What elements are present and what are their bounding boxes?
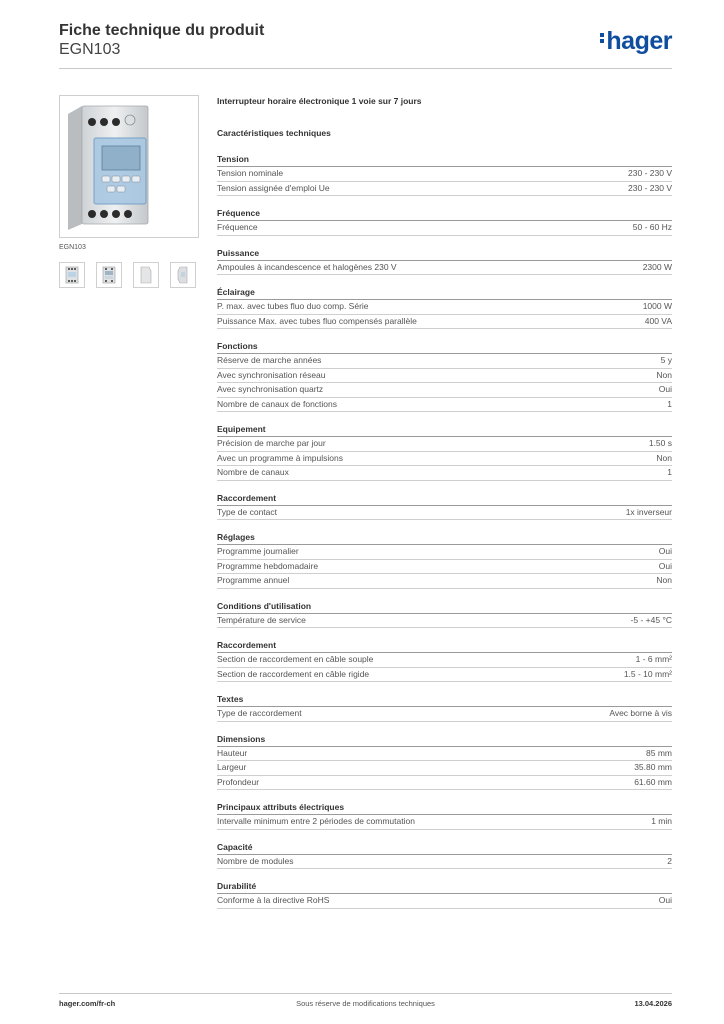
spec-row bbox=[217, 182, 672, 197]
spec-row bbox=[217, 653, 672, 668]
spec-label: Nombre de canaux bbox=[217, 467, 289, 477]
spec-label: Précision de marche par jour bbox=[217, 438, 326, 448]
spec-section bbox=[217, 207, 672, 236]
spec-value: Oui bbox=[658, 560, 672, 571]
section-title: Durabilité bbox=[217, 880, 672, 894]
spec-value: 2300 W bbox=[642, 261, 672, 272]
spec-label: P. max. avec tubes fluo duo comp. Série bbox=[217, 301, 369, 311]
spec-label: Température de service bbox=[217, 614, 306, 625]
spec-sections bbox=[217, 153, 672, 909]
section-title: Tension bbox=[217, 153, 672, 167]
section-title: Capacité bbox=[217, 841, 672, 855]
spec-value: 400 VA bbox=[644, 315, 672, 326]
page-header bbox=[59, 22, 264, 59]
spec-row bbox=[217, 855, 672, 870]
spec-label: Nombre de modules bbox=[217, 855, 294, 866]
spec-label: Type de contact bbox=[217, 506, 278, 517]
spec-row bbox=[217, 466, 672, 481]
spec-value: 50 - 60 Hz bbox=[632, 222, 672, 232]
section-title: Fonctions bbox=[217, 340, 672, 354]
spec-label: Tension nominale bbox=[217, 168, 284, 178]
spec-row bbox=[217, 300, 672, 315]
section-title: Raccordement bbox=[217, 639, 672, 653]
time-switch-device-icon bbox=[60, 96, 198, 237]
spec-row bbox=[217, 369, 672, 384]
thumb-front-icon[interactable] bbox=[59, 262, 85, 288]
spec-section bbox=[217, 286, 672, 329]
spec-label: Conforme à la directive RoHS bbox=[217, 895, 330, 905]
section-title: Textes bbox=[217, 693, 672, 707]
spec-value: 61.60 mm bbox=[634, 776, 672, 787]
spec-label: Profondeur bbox=[217, 776, 260, 787]
product-image-caption: EGN103 bbox=[59, 244, 86, 251]
spec-label: Section de raccordement en câble souple bbox=[217, 654, 374, 664]
section-title: Puissance bbox=[217, 247, 672, 261]
footer-website-link[interactable]: hager.com/fr-ch bbox=[59, 999, 116, 1008]
spec-section bbox=[217, 801, 672, 830]
spec-row bbox=[217, 221, 672, 236]
spec-value: 35.80 mm bbox=[634, 762, 672, 772]
spec-value: 85 mm bbox=[646, 747, 672, 758]
spec-row bbox=[217, 574, 672, 589]
spec-value: 1 bbox=[667, 398, 672, 409]
spec-value: 1.5 - 10 mm² bbox=[623, 668, 672, 679]
section-title: Dimensions bbox=[217, 733, 672, 747]
spec-row bbox=[217, 894, 672, 909]
spec-label: Puissance Max. avec tubes fluo compensés parallèle bbox=[217, 315, 417, 326]
spec-section bbox=[217, 733, 672, 791]
spec-row bbox=[217, 452, 672, 467]
logo-dots-icon bbox=[600, 31, 605, 45]
section-title: Conditions d'utilisation bbox=[217, 600, 672, 614]
footer-date: 13.04.2026 bbox=[634, 999, 672, 1008]
thumb-side-icon[interactable] bbox=[133, 262, 159, 288]
spec-section bbox=[217, 153, 672, 196]
spec-label: Programme annuel bbox=[217, 575, 290, 585]
footer-divider bbox=[59, 993, 672, 994]
spec-row bbox=[217, 747, 672, 762]
spec-label: Avec un programme à impulsions bbox=[217, 452, 343, 463]
spec-value: 1 - 6 mm² bbox=[635, 654, 672, 664]
spec-row bbox=[217, 707, 672, 722]
spec-section bbox=[217, 880, 672, 909]
product-description: Interrupteur horaire électronique 1 voie sur 7 jours bbox=[217, 96, 422, 106]
spec-row bbox=[217, 437, 672, 452]
header-divider bbox=[59, 68, 672, 69]
footer-notice: Sous réserve de modifications techniques bbox=[296, 999, 435, 1008]
spec-label: Fréquence bbox=[217, 222, 258, 232]
section-title: Principaux attributs électriques bbox=[217, 801, 672, 815]
spec-section bbox=[217, 600, 672, 629]
spec-label: Programme journalier bbox=[217, 546, 299, 556]
spec-label: Hauteur bbox=[217, 747, 248, 758]
spec-value: Non bbox=[656, 369, 672, 380]
spec-section bbox=[217, 247, 672, 276]
spec-value: 230 - 230 V bbox=[628, 182, 672, 193]
spec-label: Avec synchronisation quartz bbox=[217, 384, 324, 394]
spec-value: 1x inverseur bbox=[625, 506, 672, 517]
spec-value: 1000 W bbox=[642, 301, 672, 311]
spec-row bbox=[217, 668, 672, 683]
spec-row bbox=[217, 815, 672, 830]
spec-row bbox=[217, 398, 672, 413]
spec-value: 1.50 s bbox=[648, 438, 672, 448]
spec-row bbox=[217, 545, 672, 560]
spec-value: Oui bbox=[658, 895, 672, 905]
product-reference: EGN103 bbox=[59, 41, 121, 58]
thumb-front-open-icon[interactable] bbox=[96, 262, 122, 288]
spec-value: 2 bbox=[667, 855, 672, 866]
logo-text: hager bbox=[606, 27, 672, 55]
spec-row bbox=[217, 614, 672, 629]
spec-label: Section de raccordement en câble rigide bbox=[217, 668, 370, 679]
spec-label: Nombre de canaux de fonctions bbox=[217, 398, 338, 409]
spec-row bbox=[217, 761, 672, 776]
spec-row bbox=[217, 315, 672, 330]
spec-section bbox=[217, 492, 672, 521]
spec-section bbox=[217, 423, 672, 481]
spec-value: Non bbox=[656, 575, 672, 585]
spec-label: Avec synchronisation réseau bbox=[217, 369, 326, 380]
section-title: Fréquence bbox=[217, 207, 672, 221]
spec-value: 230 - 230 V bbox=[628, 168, 672, 178]
spec-section bbox=[217, 693, 672, 722]
spec-label: Ampoules à incandescence et halogènes 230 V bbox=[217, 261, 397, 272]
specifications-panel bbox=[217, 95, 672, 909]
spec-section bbox=[217, 340, 672, 412]
thumb-side-angle-icon[interactable] bbox=[170, 262, 196, 288]
section-title: Raccordement bbox=[217, 492, 672, 506]
spec-section bbox=[217, 531, 672, 589]
spec-value: Oui bbox=[658, 546, 672, 556]
spec-label: Réserve de marche années bbox=[217, 355, 322, 365]
spec-row bbox=[217, 776, 672, 791]
spec-value: Oui bbox=[658, 384, 672, 394]
page-title: Fiche technique du produit bbox=[59, 22, 265, 39]
spec-row bbox=[217, 167, 672, 182]
spec-label: Largeur bbox=[217, 762, 247, 772]
section-title: Equipement bbox=[217, 423, 672, 437]
spec-row bbox=[217, 354, 672, 369]
spec-value: -5 - +45 °C bbox=[630, 614, 672, 625]
specs-heading: Caractéristiques techniques bbox=[217, 128, 331, 138]
spec-value: 5 y bbox=[660, 355, 672, 365]
spec-row bbox=[217, 560, 672, 575]
section-title: Réglages bbox=[217, 531, 672, 545]
spec-row bbox=[217, 261, 672, 276]
spec-row bbox=[217, 383, 672, 398]
product-image[interactable] bbox=[59, 95, 199, 238]
spec-value: Avec borne à vis bbox=[609, 708, 672, 718]
spec-label: Programme hebdomadaire bbox=[217, 560, 319, 571]
spec-label: Tension assignée d'emploi Ue bbox=[217, 182, 330, 193]
spec-section bbox=[217, 639, 672, 682]
hager-logo[interactable] bbox=[600, 28, 672, 54]
thumbnail-strip bbox=[59, 262, 196, 288]
spec-value: 1 bbox=[667, 467, 672, 477]
spec-value: 1 min bbox=[651, 816, 672, 826]
spec-label: Intervalle minimum entre 2 périodes de commutation bbox=[217, 816, 415, 826]
spec-value: Non bbox=[656, 452, 672, 463]
spec-row bbox=[217, 506, 672, 521]
spec-section bbox=[217, 841, 672, 870]
section-title: Éclairage bbox=[217, 286, 672, 300]
spec-label: Type de raccordement bbox=[217, 708, 302, 718]
